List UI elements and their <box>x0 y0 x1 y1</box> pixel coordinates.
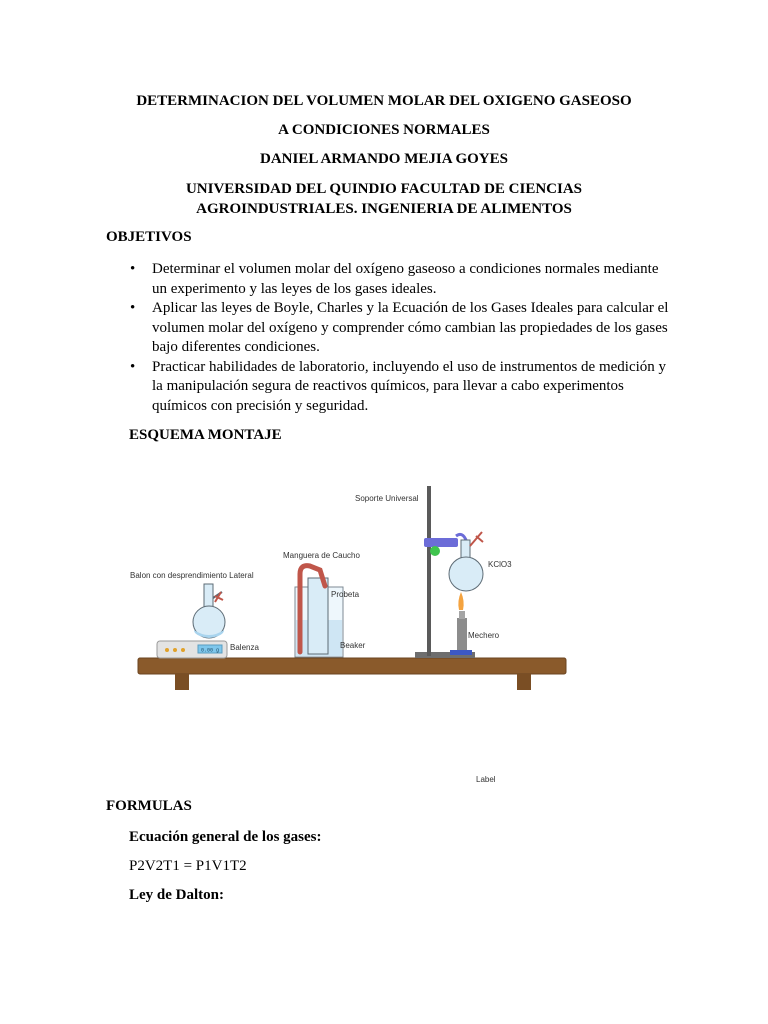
reaction-flask-icon <box>449 557 483 591</box>
bunsen-burner-icon <box>457 618 467 650</box>
label-burner: Mechero <box>468 631 500 640</box>
objectives-heading: OBJETIVOS <box>106 229 192 245</box>
label-balance: Balenza <box>230 643 259 652</box>
author-name: DANIEL ARMANDO MEJIA GOYES <box>260 151 508 167</box>
title-line-1: DETERMINACION DEL VOLUMEN MOLAR DEL OXIGENO GASEOSO <box>136 93 632 109</box>
burner-nozzle <box>459 611 465 619</box>
setup-heading: ESQUEMA MONTAJE <box>129 427 282 443</box>
balance-button-icon <box>181 648 185 652</box>
objective-item-1: • Determinar el volumen molar del oxígeno gaseoso a condiciones normales mediante un experimento y las leyes de los gases ideales. <box>106 260 676 299</box>
label-stand: Soporte Universal <box>355 494 419 503</box>
objective-item-3: • Practicar habilidades de laboratorio, incluyendo el uso de instrumentos de medición y la manipulación segura de reactivos químicos, para llevar a cabo experimentos químicos con precisión y seguridad. <box>106 358 676 417</box>
gas-law-title: Ecuación general de los gases: <box>129 829 322 845</box>
dalton-law-title: Ley de Dalton: <box>129 887 224 903</box>
reaction-flask-tube-icon <box>470 532 483 546</box>
label-reagent: KClO3 <box>488 560 512 569</box>
objectives-list <box>106 260 676 416</box>
burner-base <box>450 650 472 655</box>
stand-clamp-icon <box>424 538 458 547</box>
label-extra: Label <box>476 775 496 784</box>
formulas-heading: FORMULAS <box>106 798 192 814</box>
flame-icon <box>458 592 463 610</box>
title-line-2: A CONDICIONES NORMALES <box>278 122 490 138</box>
balance-display-readout: 0.00 g <box>200 647 220 654</box>
lab-setup-diagram <box>120 470 590 790</box>
balance-button-icon <box>165 648 169 652</box>
flask-clamp-icon <box>215 592 223 602</box>
table-leg-left <box>175 674 189 690</box>
institution-line-1: UNIVERSIDAD DEL QUINDIO FACULTAD DE CIENCIAS <box>185 181 583 197</box>
institution-line-2: AGROINDUSTRIALES. INGENIERIA DE ALIMENTOS <box>196 201 572 217</box>
graduated-cylinder-icon <box>308 578 328 654</box>
objective-item-2: • Aplicar las leyes de Boyle, Charles y la Ecuación de los Gases Ideales para calcular el volumen molar del oxígeno y comprender cómo cambian las propiedades de los gases bajo diferentes condiciones. <box>106 299 676 358</box>
gas-law-equation: P2V2T1 = P1V1T2 <box>129 858 247 874</box>
clamp-knob-icon <box>430 546 440 556</box>
table-leg-right <box>517 674 531 690</box>
flask-neck <box>204 584 213 608</box>
label-cylinder: Probeta <box>331 590 360 599</box>
label-hose: Manguera de Caucho <box>283 551 360 560</box>
label-beaker: Beaker <box>340 641 366 650</box>
balance-button-icon <box>173 648 177 652</box>
label-flask: Balon con desprendimiento Lateral <box>130 571 254 580</box>
lab-table-top <box>138 658 566 674</box>
universal-stand-icon <box>427 486 431 656</box>
